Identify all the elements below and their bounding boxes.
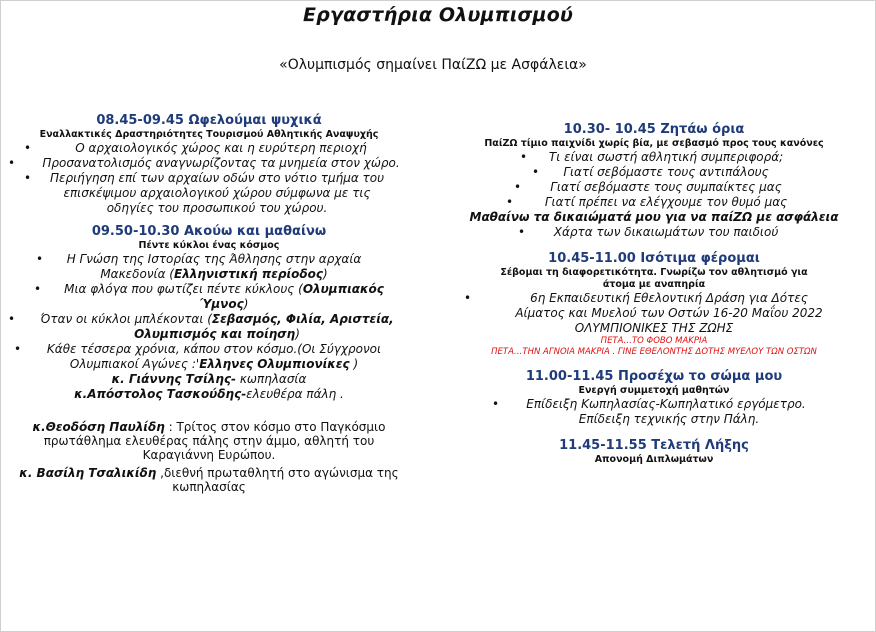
bullet: • [36, 252, 44, 266]
section-heading-0950: 09.50-10.30 Ακούω και μαθαίνω [91, 224, 327, 239]
list-item-text: Ο αρχαιολογικός χώρος και η ευρύτερη περιοχή [75, 141, 367, 155]
campaign-slogan: ΠΕΤΑ…ΤΟ ΦΟΒΟ ΜΑΚΡΙΑ [600, 336, 708, 346]
athlete-paragraph [4, 420, 414, 462]
athlete-line [4, 372, 414, 387]
list-item-text: Περιήγηση επί των αρχαίων οδών στο νότιο τμήμα του επισκέψιμου αρχαιολογικού χώρου σύμφωνα με τις οδηγίες του προσωπικού του χώρου. [49, 171, 385, 215]
section-subheading: Ενεργή συμμετοχή μαθητών [578, 385, 730, 396]
list-item [4, 171, 414, 216]
bullet: • [532, 165, 540, 179]
rights-statement: Μαθαίνω τα δικαιώματά μου για να παίΖΩ με ασφάλεια [469, 210, 839, 224]
section-heading-1145: 11.45-11.55 Τελετή Λήξης [559, 438, 749, 453]
bullet: • [34, 282, 42, 296]
list-item [440, 225, 868, 240]
left-column [4, 112, 414, 494]
list-item [440, 397, 868, 412]
list-item-text: Όταν οι κύκλοι μπλέκονται ( [40, 312, 212, 326]
list-item [4, 342, 414, 372]
section-subheading: Απονομή Διπλωμάτων [594, 454, 714, 465]
list-item [440, 195, 868, 210]
list-item [4, 141, 414, 156]
list-item-text: Κάθε τέσσερα χρόνια, κάπου στον κόσμο.(Οι Σύγχρονοι Ολυμπιακοί Αγώνες :' [46, 342, 382, 371]
list-item-text: Προσανατολισμός αναγνωρίζοντας τα μνημεία στον χώρο. [42, 156, 400, 170]
bullet: • [518, 225, 526, 239]
section-subheading: Εναλλακτικές Δραστηριότητες Τουρισμού Αθλητικής Αναψυχής [39, 129, 379, 140]
section-subheading: Πέντε κύκλοι ένας κόσμος [138, 240, 280, 251]
campaign-title: ΟΛΥΜΠΙΟΝΙΚΕΣ ΤΗΣ ΖΩΗΣ [574, 321, 734, 335]
list-item [4, 282, 414, 312]
bullet: • [14, 342, 22, 356]
list-item [4, 156, 414, 171]
bullet: • [520, 150, 528, 164]
athlete-sport: ελευθέρα πάλη . [246, 387, 344, 401]
bullet: • [8, 156, 16, 170]
list-item [440, 165, 868, 180]
list-item-emphasis: Ολυμπιακός Ύμνος [199, 282, 384, 311]
campaign-slogan: ΠΕΤΑ…ΤΗΝ ΑΓΝΟΙΑ ΜΑΚΡΙΑ . ΓΙΝΕ ΕΘΕΛΟΝΤΗΣ ΔΟΤΗΣ ΜΥΕΛΟΥ ΤΩΝ ΟΣΤΩΝ [491, 347, 817, 357]
page-title: Εργαστήρια Ολυμπισμού [303, 4, 573, 26]
list-item-text: Μια φλόγα που φωτίζει πέντε κύκλους ( [64, 282, 303, 296]
bullet: • [8, 312, 16, 326]
bullet: • [24, 141, 32, 155]
right-column [440, 121, 868, 466]
list-item-text: Γιατί σεβόμαστε τους αντιπάλους [563, 165, 769, 179]
list-item-text: ) [323, 267, 328, 281]
section-subheading: ΠαίΖΩ τίμιο παιχνίδι χωρίς βία, με σεβασμό προς τους κανόνες [484, 138, 824, 149]
athlete-name: κ.Απόστολος Τασκούδης- [74, 387, 247, 401]
list-item-text: Επίδειξη Κωπηλασίας-Κωπηλατικό εργόμετρο. [526, 397, 806, 411]
athlete-name: κ. Γιάννης Τσίλης- [111, 372, 237, 386]
list-item-text: ) [243, 297, 249, 311]
list-item-text: ) [295, 327, 300, 341]
list-item-emphasis: Ελληνες Ολυμπιονίκες [199, 357, 350, 371]
section-heading-1100: 11.00-11.45 Προσέχω το σώμα μου [525, 369, 783, 384]
list-item-text: Γιατί πρέπει να ελέγχουμε τον θυμό μας [544, 195, 788, 209]
list-item [440, 180, 868, 195]
bullet: • [492, 397, 500, 411]
bullet: • [506, 195, 514, 209]
athlete-sport: κωπηλασία [236, 372, 307, 386]
list-item-text: Τι είναι σωστή αθλητική συμπεριφορά; [548, 150, 784, 164]
section-heading-1045: 10.45-11.00 Ισότιμα φέρομαι [548, 251, 760, 266]
athlete-description: ,διεθνή πρωταθλητή στο αγώνισμα της κωπηλασίας [156, 466, 399, 494]
list-item-emphasis: Σεβασμός, Φιλία, Αριστεία, Ολυμπισμός και ποίηση [134, 312, 394, 341]
athlete-line [4, 387, 414, 402]
athlete-name: κ.Θεοδόση Παυλίδη [32, 420, 165, 434]
list-item-text: Η Γνώση της Ιστορίας της Άθλησης στην αρχαία Μακεδονία ( [66, 252, 362, 281]
demo-line: Επίδειξη τεχνικής στην Πάλη. [578, 412, 760, 426]
list-item-emphasis: Ελληνιστική περίοδος [174, 267, 323, 281]
bullet: • [514, 180, 522, 194]
list-item [440, 291, 868, 321]
section-heading-1030: 10.30- 10.45 Ζητάω όρια [563, 122, 745, 137]
list-item [440, 150, 868, 165]
section-heading-0845: 08.45-09.45 Ωφελούμαι ψυχικά [96, 113, 322, 128]
list-item [4, 252, 414, 282]
bullet: • [464, 291, 472, 305]
athlete-description: : Τρίτος στον κόσμο στο Παγκόσμιο πρωτάθλημα ελευθέρας πάλης στην άμμο, αθλητή του Καραγιάννη Ευρώπου. [43, 420, 386, 462]
list-item-text: Γιατί σεβόμαστε τους συμπαίκτες μας [550, 180, 782, 194]
athlete-name: κ. Βασίλη Τσαλικίδη [19, 466, 157, 480]
list-item-text: 6η Εκπαιδευτική Εθελοντική Δράση για Δότες Αίματος και Μυελού των Οστών 16-20 Μαΐου 2022 [515, 291, 823, 320]
list-item-text: ) [349, 357, 359, 371]
section-subheading: Σέβομαι τη διαφορετικότητα. Γνωρίζω τον αθλητισμό για άτομα με αναπηρία [500, 267, 808, 290]
page-subtitle: «Ολυμπισμός σημαίνει ΠαίΖΩ με Ασφάλεια» [279, 57, 587, 73]
list-item [4, 312, 414, 342]
athlete-paragraph [4, 466, 414, 494]
bullet: • [24, 171, 32, 185]
list-item-text: Χάρτα των δικαιωμάτων του παιδιού [553, 225, 779, 239]
